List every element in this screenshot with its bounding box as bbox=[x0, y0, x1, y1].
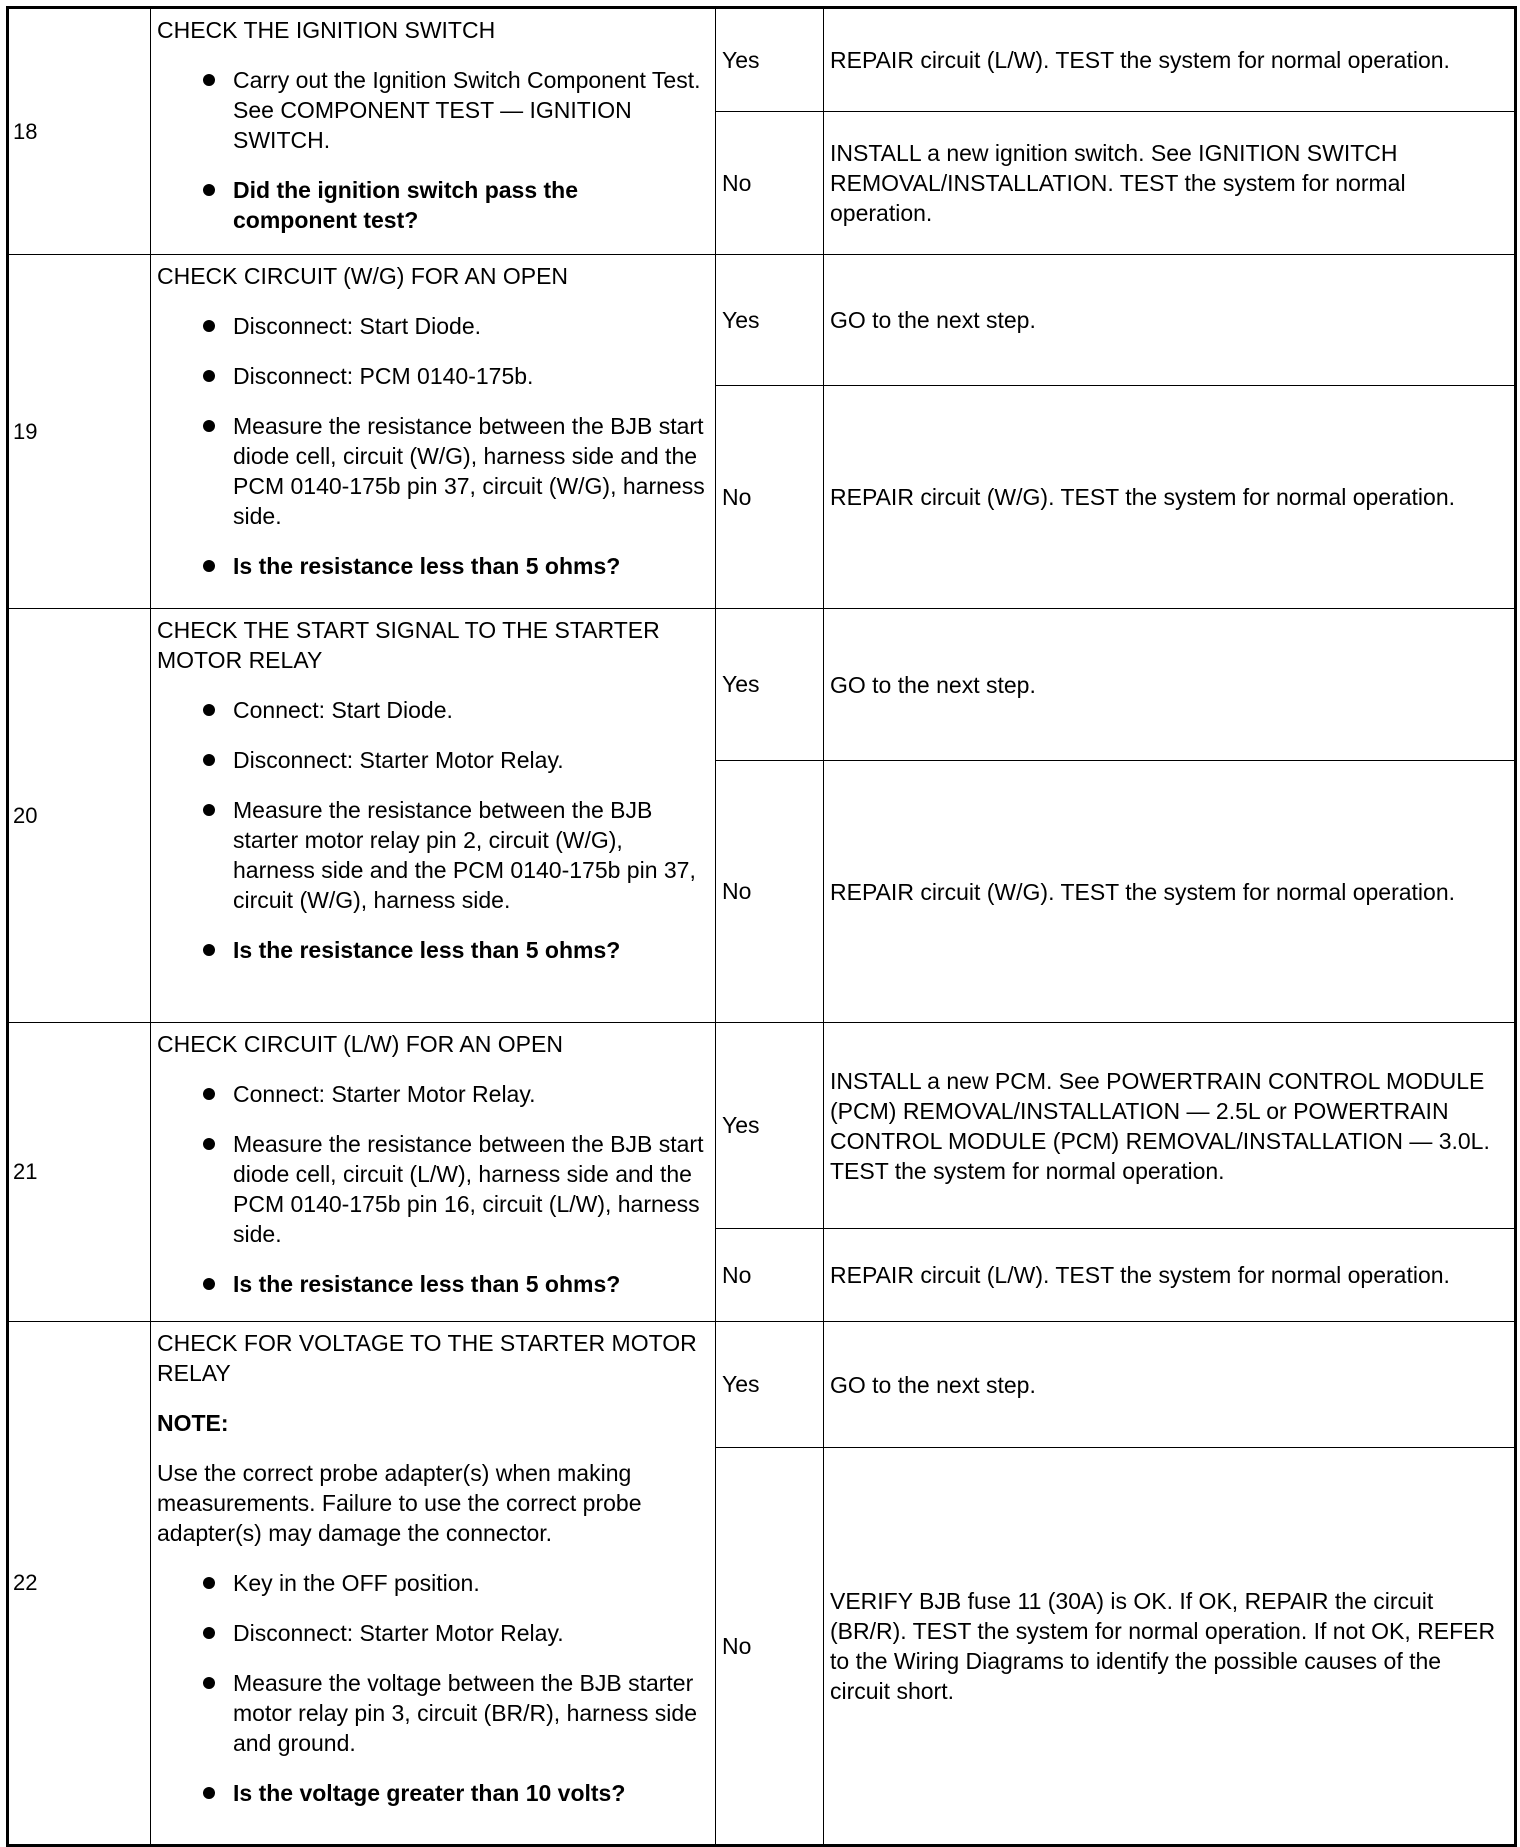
step-bullet: Measure the resistance between the BJB start diode cell, circuit (W/G), harness side and the PCM 0140-175b pin 37, circuit (W/G), harness side. bbox=[157, 411, 707, 531]
step-bullet: Disconnect: Start Diode. bbox=[157, 311, 707, 341]
action-yes: INSTALL a new PCM. See POWERTRAIN CONTROL MODULE (PCM) REMOVAL/INSTALLATION — 2.5L or POWERTRAIN CONTROL MODULE (PCM) REMOVAL/INSTALLATION — 3.0L. TEST the system for normal operation. bbox=[824, 1023, 1516, 1229]
action-no: VERIFY BJB fuse 11 (30A) is OK. If OK, REPAIR the circuit (BR/R). TEST the system for normal operation. If not OK, REFER to the Wiring Diagrams to identify the possible causes of the circuit short. bbox=[824, 1448, 1516, 1846]
step-description bbox=[151, 1023, 716, 1322]
answer-no: No bbox=[716, 1448, 824, 1846]
step-bullet: Measure the resistance between the BJB starter motor relay pin 2, circuit (W/G), harness side and the PCM 0140-175b pin 37, circuit (W/G), harness side. bbox=[157, 795, 707, 915]
diagnostic-steps-table bbox=[6, 6, 1517, 1847]
step-21-yes-row bbox=[8, 1023, 1516, 1229]
step-bullet-list bbox=[157, 1568, 707, 1808]
answer-yes: Yes bbox=[716, 255, 824, 386]
step-bullet-list bbox=[157, 65, 707, 235]
action-no: REPAIR circuit (L/W). TEST the system for normal operation. bbox=[824, 1229, 1516, 1322]
answer-yes: Yes bbox=[716, 1322, 824, 1448]
step-number: 18 bbox=[8, 8, 151, 255]
step-number: 22 bbox=[8, 1322, 151, 1846]
step-question: Did the ignition switch pass the component test? bbox=[157, 175, 707, 235]
step-22-yes-row bbox=[8, 1322, 1516, 1448]
step-number: 21 bbox=[8, 1023, 151, 1322]
step-20-yes-row bbox=[8, 609, 1516, 761]
step-bullet: Connect: Starter Motor Relay. bbox=[157, 1079, 707, 1109]
step-bullet: Disconnect: PCM 0140-175b. bbox=[157, 361, 707, 391]
action-no: INSTALL a new ignition switch. See IGNITION SWITCH REMOVAL/INSTALLATION. TEST the system for normal operation. bbox=[824, 112, 1516, 255]
note-text: Use the correct probe adapter(s) when making measurements. Failure to use the correct probe adapter(s) may damage the connector. bbox=[157, 1460, 642, 1546]
step-question: Is the resistance less than 5 ohms? bbox=[157, 551, 707, 581]
step-question: Is the resistance less than 5 ohms? bbox=[157, 935, 707, 965]
step-bullet-list bbox=[157, 695, 707, 965]
action-no: REPAIR circuit (W/G). TEST the system for normal operation. bbox=[824, 761, 1516, 1023]
answer-yes: Yes bbox=[716, 609, 824, 761]
step-description bbox=[151, 609, 716, 1023]
answer-no: No bbox=[716, 761, 824, 1023]
action-no: REPAIR circuit (W/G). TEST the system for normal operation. bbox=[824, 386, 1516, 609]
step-bullet: Connect: Start Diode. bbox=[157, 695, 707, 725]
step-bullet-list bbox=[157, 311, 707, 581]
action-yes: REPAIR circuit (L/W). TEST the system for normal operation. bbox=[824, 8, 1516, 112]
answer-no: No bbox=[716, 1229, 824, 1322]
action-yes: GO to the next step. bbox=[824, 609, 1516, 761]
step-bullet-list bbox=[157, 1079, 707, 1299]
step-title: CHECK FOR VOLTAGE TO THE STARTER MOTOR RELAY bbox=[157, 1330, 697, 1386]
step-number: 19 bbox=[8, 255, 151, 609]
step-title: CHECK THE IGNITION SWITCH bbox=[157, 17, 496, 43]
step-title: CHECK THE START SIGNAL TO THE STARTER MOTOR RELAY bbox=[157, 617, 660, 673]
step-bullet: Key in the OFF position. bbox=[157, 1568, 707, 1598]
step-bullet: Measure the resistance between the BJB start diode cell, circuit (L/W), harness side and the PCM 0140-175b pin 16, circuit (L/W), harness side. bbox=[157, 1129, 707, 1249]
answer-no: No bbox=[716, 386, 824, 609]
step-bullet: Disconnect: Starter Motor Relay. bbox=[157, 1618, 707, 1648]
step-description bbox=[151, 1322, 716, 1846]
step-bullet: Carry out the Ignition Switch Component Test. See COMPONENT TEST — IGNITION SWITCH. bbox=[157, 65, 707, 155]
action-yes: GO to the next step. bbox=[824, 1322, 1516, 1448]
answer-yes: Yes bbox=[716, 1023, 824, 1229]
step-18-yes-row bbox=[8, 8, 1516, 112]
step-question: Is the voltage greater than 10 volts? bbox=[157, 1778, 707, 1808]
step-question: Is the resistance less than 5 ohms? bbox=[157, 1269, 707, 1299]
step-number: 20 bbox=[8, 609, 151, 1023]
step-title: CHECK CIRCUIT (W/G) FOR AN OPEN bbox=[157, 263, 569, 289]
note-label: NOTE: bbox=[157, 1410, 229, 1436]
step-description bbox=[151, 8, 716, 255]
step-19-yes-row bbox=[8, 255, 1516, 386]
step-bullet: Measure the voltage between the BJB starter motor relay pin 3, circuit (BR/R), harness side and ground. bbox=[157, 1668, 707, 1758]
step-description bbox=[151, 255, 716, 609]
action-yes: GO to the next step. bbox=[824, 255, 1516, 386]
answer-yes: Yes bbox=[716, 8, 824, 112]
step-bullet: Disconnect: Starter Motor Relay. bbox=[157, 745, 707, 775]
answer-no: No bbox=[716, 112, 824, 255]
step-title: CHECK CIRCUIT (L/W) FOR AN OPEN bbox=[157, 1031, 563, 1057]
